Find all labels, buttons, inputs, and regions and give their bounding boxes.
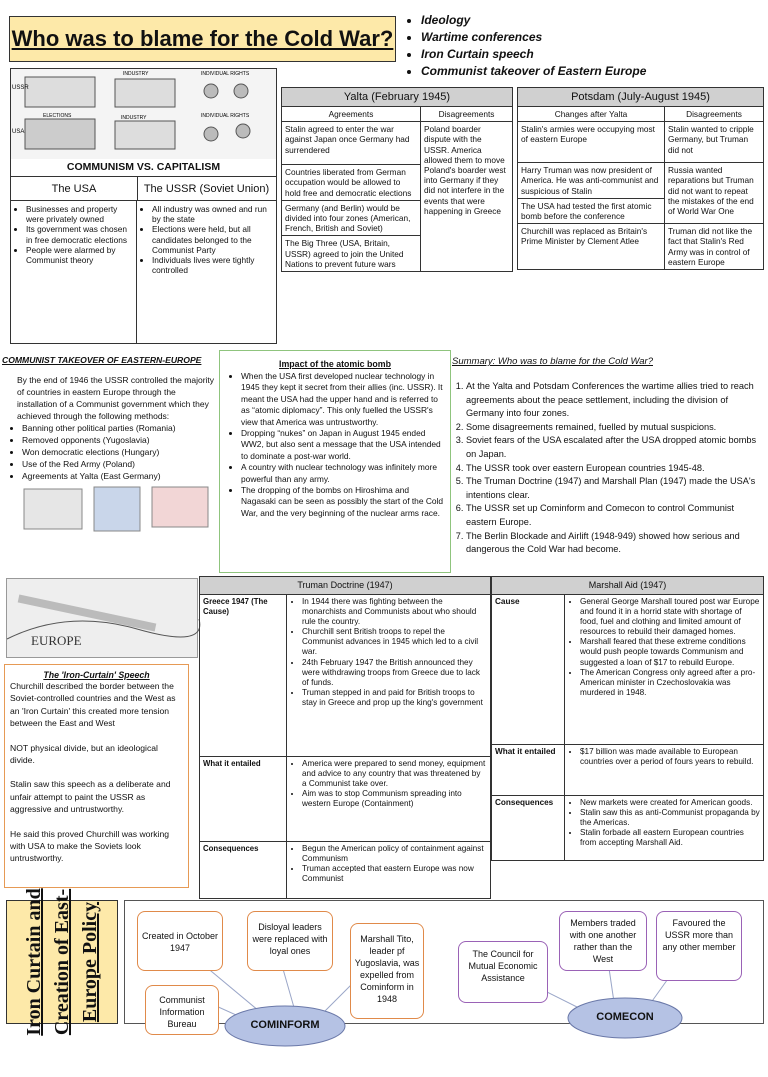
takeover-method: • Agreements at Yalta (East Germany) xyxy=(22,470,216,482)
yalta-disagreements-header: Disagreements xyxy=(421,107,513,122)
yalta-agreement: The Big Three (USA, Britain, USSR) agreed to join the United Nations to prevent future wars xyxy=(282,236,421,272)
cominform-label: COMINFORM xyxy=(250,1019,320,1031)
comecon-node: Members traded with one another rather than the West xyxy=(559,911,647,971)
atomic-title: Impact of the atomic bomb xyxy=(279,359,391,369)
takeover-title: COMMUNIST TAKEOVER OF EASTERN-EUROPE xyxy=(2,355,202,365)
iron-curtain-para: He said this proved Churchill was working with USA to make the Soviets look untrustworthy. xyxy=(10,828,170,864)
bottom-title-line: Iron Curtain and xyxy=(23,888,45,1036)
marshall-point: • Marshall feared that these extreme conditions would push people towards Communism and suggested a loan of $17 to rebuild Europe. xyxy=(580,637,760,667)
summary-point: 2. Some disagreements remained, fuelled by mutual suspicions. xyxy=(466,421,765,435)
ussr-point: • All industry was owned and run by the state xyxy=(152,204,273,224)
atomic-point: • A country with nuclear technology was infinitely more powerful than any army. xyxy=(241,462,444,485)
potsdam-table xyxy=(517,87,764,270)
usa-point: • Businesses and property were privately owned xyxy=(26,204,133,224)
cominform-node: Marshall Tito, leader pf Yugoslavia, was expelled from Cominform in 1948 xyxy=(350,923,424,1019)
marshall-row-label: Cause xyxy=(492,595,565,745)
topic-item: • Wartime conferences xyxy=(421,29,765,46)
takeover-method: • Banning other political parties (Romania) xyxy=(22,422,216,434)
comparison-panel xyxy=(10,68,277,344)
potsdam-disagreements-header: Disagreements xyxy=(665,107,764,122)
topics-list xyxy=(405,12,765,80)
takeover-methods xyxy=(8,422,216,482)
comecon-node: The Council for Mutual Economic Assistance xyxy=(458,941,548,1003)
comecon-label: COMECON xyxy=(596,1011,654,1023)
page-title: Who was to blame for the Cold War? xyxy=(11,26,394,51)
potsdam-change: The USA had tested the first atomic bomb before the conference xyxy=(518,198,665,223)
truman-point: • Truman stepped in and paid for British troops to stay in Greece and prop up the king's government xyxy=(302,688,487,708)
potsdam-disagreement: Russia wanted reparations but Truman did not want to repeat the mistakes of the end of World War One xyxy=(665,163,764,224)
truman-title: Truman Doctrine (1947) xyxy=(200,577,491,595)
cominform-node: Disloyal leaders were replaced with loyal ones xyxy=(247,911,333,971)
usa-column xyxy=(11,200,137,343)
takeover-method: • Won democratic elections (Hungary) xyxy=(22,446,216,458)
usa-point: • People were alarmed by Communist theory xyxy=(26,245,133,265)
summary-point: 1. At the Yalta and Potsdam Conferences the wartime allies tried to reach agreements about the peace settlement, including the division of Germany into four zones. xyxy=(466,380,765,421)
comparison-heading: COMMUNISM VS. CAPITALISM xyxy=(66,161,221,173)
summary-title: Summary: Who was to blame for the Cold War? xyxy=(452,356,653,367)
yalta-title: Yalta (February 1945) xyxy=(282,88,513,107)
yalta-agreement: Stalin agreed to enter the war against Japan once Germany had surrendered xyxy=(282,122,421,165)
summary-point: 4. The USSR took over eastern European countries 1945-48. xyxy=(466,462,765,476)
iron-curtain-para: Stalin saw this speech as a deliberate and unfair attempt to paint the USSR as aggressive and untrustworthy. xyxy=(10,779,171,815)
iron-curtain-para: NOT physical divide, but an ideological divide. xyxy=(10,742,158,766)
summary-section xyxy=(452,356,765,557)
takeover-method: • Use of the Red Army (Poland) xyxy=(22,458,216,470)
cominform-node: Created in October 1947 xyxy=(137,911,223,971)
yalta-agreement: Countries liberated from German occupation would be allowed to hold free and democratic elections xyxy=(282,165,421,201)
marshall-table xyxy=(491,576,764,861)
ideology-illustration xyxy=(11,69,276,159)
image-caption: INDIVIDUAL RIGHTS xyxy=(201,113,250,119)
yalta-agreement: Germany (and Berlin) would be divided into four zones (American, French, British and Soviet) xyxy=(282,200,421,236)
atomic-point: • Dropping “nukes” on Japan in August 1945 ended WW2, but also sent a message that the USA intended to dominate a post-war world. xyxy=(241,428,444,462)
image-caption: INDIVIDUAL RIGHTS xyxy=(201,71,250,77)
bottom-title-line: Europe Policy xyxy=(79,901,101,1023)
organisation-diagram xyxy=(124,900,764,1031)
iron-curtain-cartoon xyxy=(6,578,198,658)
usa-point: • Its government was chosen in free democratic elections xyxy=(26,224,133,244)
image-caption: INDUSTRY xyxy=(123,71,149,77)
truman-point: • 24th February 1947 the British announced they were withdrawing troops from Greece due to lack of funds. xyxy=(302,658,487,688)
atomic-box xyxy=(219,350,451,573)
marshall-row-label: What it entailed xyxy=(492,745,565,796)
ussr-image-label: USSR xyxy=(12,85,29,91)
usa-header: The USA xyxy=(11,176,138,201)
takeover-section xyxy=(2,355,216,570)
marshall-point: • New markets were created for American goods. xyxy=(580,798,760,808)
image-caption: INDUSTRY xyxy=(121,115,147,121)
truman-point: • Aim was to stop Communism spreading into western Europe (Containment) xyxy=(302,789,487,809)
truman-point: • America were prepared to send money, equipment and advice to any country that was threatened by a Communist take over. xyxy=(302,759,487,789)
yalta-disagreement: Poland boarder dispute with the USSR. America allowed them to move Poland's boarder west into Germany if they did not interfere in the events that were happening in Greece xyxy=(421,122,513,272)
image-caption: ELECTIONS xyxy=(43,113,72,119)
marshall-point: • Stalin forbade all eastern European countries from accepting Marshall Aid. xyxy=(580,828,760,848)
marshall-point: • The American Congress only agreed after a pro-American minister in Czechoslovakia was murdered in 1948. xyxy=(580,668,760,698)
potsdam-disagreement: Stalin wanted to cripple Germany, but Truman did not xyxy=(665,122,764,163)
summary-point: 7. The Berlin Blockade and Airlift (1948-949) showed how serious and dangerous the Cold War had become. xyxy=(466,530,765,557)
truman-row-label: What it entailed xyxy=(200,757,287,842)
yalta-agreements-header: Agreements xyxy=(282,107,421,122)
topic-item: • Ideology xyxy=(421,12,765,29)
potsdam-changes-header: Changes after Yalta xyxy=(518,107,665,122)
usa-image-label: USA xyxy=(12,129,25,135)
potsdam-change: Harry Truman was now president of America. He was anti-communist and suspicious of Stalin xyxy=(518,163,665,199)
marshall-point: • Stalin saw this as anti-Communist propaganda by the Americas. xyxy=(580,808,760,828)
topic-item: • Iron Curtain speech xyxy=(421,46,765,63)
potsdam-title: Potsdam (July-August 1945) xyxy=(518,88,764,107)
summary-point: 6. The USSR set up Cominform and Comecon to control Communist eastern Europe. xyxy=(466,502,765,529)
iron-curtain-title: The 'Iron-Curtain' Speech xyxy=(43,670,150,680)
truman-row-label: Greece 1947 (The Cause) xyxy=(200,595,287,757)
cartoon-text: EUROPE xyxy=(31,633,82,648)
potsdam-change: Churchill was replaced as Britain's Prime Minister by Clement Atlee xyxy=(518,224,665,270)
truman-table xyxy=(199,576,491,899)
truman-row-label: Consequences xyxy=(200,842,287,899)
cartoon-illustration xyxy=(7,579,199,659)
yalta-table xyxy=(281,87,513,272)
summary-point: 5. The Truman Doctrine (1947) and Marshall Plan (1947) made the USA's intentions clear. xyxy=(466,475,765,502)
potsdam-change: Stalin's armies were occupying most of eastern Europe xyxy=(518,122,665,163)
takeover-intro: By the end of 1946 the USSR controlled the majority of countries in eastern Europe through the installation of a Communist government which they achieved through the following methods: xyxy=(17,375,215,421)
ussr-point: • Individuals lives were tightly controlled xyxy=(152,255,273,275)
marshall-title: Marshall Aid (1947) xyxy=(492,577,764,595)
topic-item: • Communist takeover of Eastern Europe xyxy=(421,63,765,80)
truman-point: • Truman accepted that eastern Europe was now Communist xyxy=(302,864,487,884)
atomic-point: • When the USA first developed nuclear technology in 1945 they kept it secret from their allies (inc. USSR). It meant the USA had the upper hand and is referred to as “atomic diplomacy”. This only fuelled the USSR's view that America was untrustworthy. xyxy=(241,371,444,428)
ussr-column xyxy=(137,200,276,343)
ussr-header: The USSR (Soviet Union) xyxy=(137,176,276,201)
truman-point: • Churchill sent British troops to repel the Communist advances in 1945 which led to a civil war. xyxy=(302,627,487,657)
bottom-title-line: Creation of East- xyxy=(51,888,73,1036)
marshall-point: • $17 billion was made available to European countries over a period of fours years to rebuild. xyxy=(580,747,760,767)
comecon-node: Favoured the USSR more than any other member xyxy=(656,911,742,981)
potsdam-disagreement: Truman did not like the fact that Stalin's Red Army was in control of eastern Europe xyxy=(665,224,764,270)
iron-curtain-para: Churchill described the border between the Soviet-controlled countries and the West as an 'Iron Curtain' this created more tension between the East and West xyxy=(10,681,176,729)
comparison-image xyxy=(11,69,276,159)
truman-point: • Begun the American policy of containment against Communism xyxy=(302,844,487,864)
atomic-point: • The dropping of the bombs on Hiroshima and Nagasaki can be seen as possibly the start of the Cold War, and the very beginning of the nuclear arms race. xyxy=(241,485,444,519)
page-title-box xyxy=(9,16,396,62)
bottom-title-box xyxy=(6,888,118,1036)
ussr-point: • Elections were held, but all candidates belonged to the Communist Party xyxy=(152,224,273,255)
takeover-method: • Removed opponents (Yugoslavia) xyxy=(22,434,216,446)
marshall-point: • General George Marshall toured post war Europe and found it in a horrid state with shortage of food, fuel and clothing and limited amount of resources to rebuild their damaged homes. xyxy=(580,597,760,637)
truman-point: • In 1944 there was fighting between the monarchists and Communists about who should rule the country. xyxy=(302,597,487,627)
marshall-row-label: Consequences xyxy=(492,796,565,861)
takeover-cartoons xyxy=(2,485,212,533)
summary-point: 3. Soviet fears of the USA escalated after the USA dropped atomic bombs on Japan. xyxy=(466,434,765,461)
cominform-node: Communist Information Bureau xyxy=(145,985,219,1035)
